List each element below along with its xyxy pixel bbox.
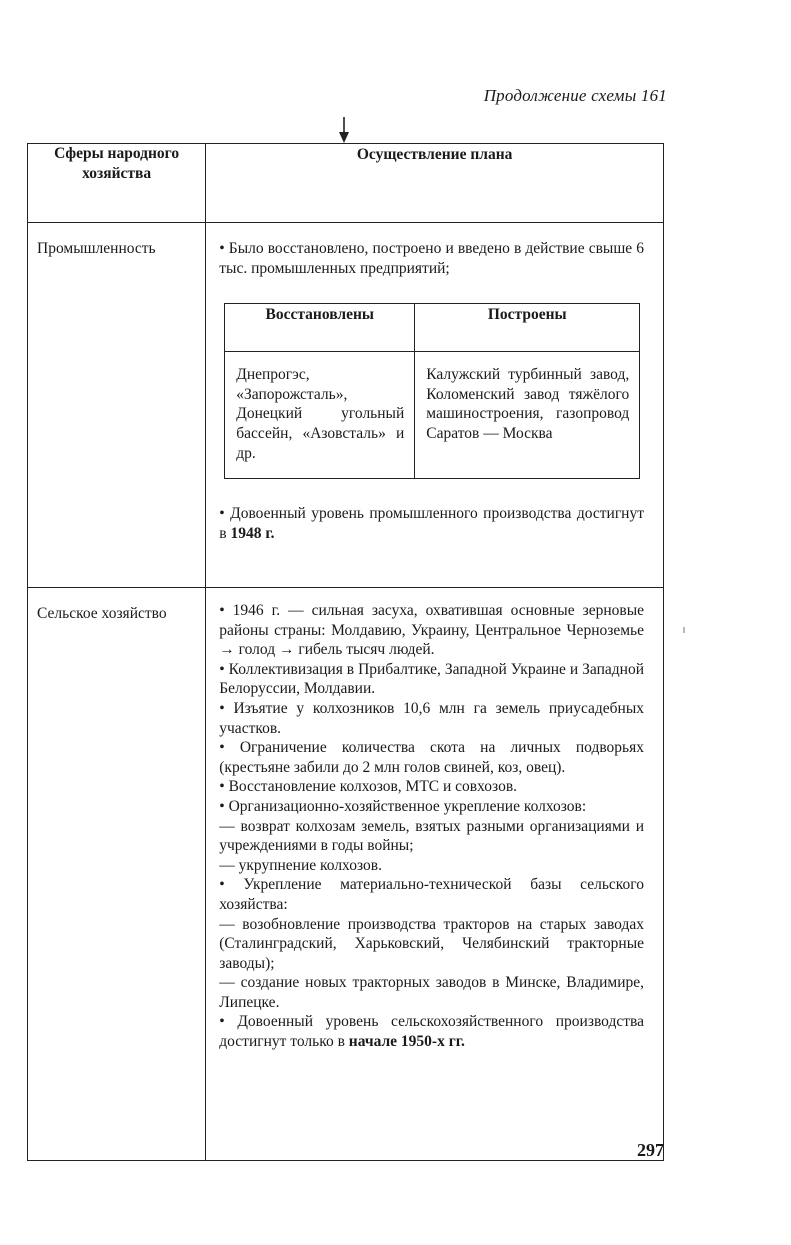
header-sphere: Сферы народного хозяйства: [28, 144, 206, 223]
agriculture-line: — возобновление производства тракторов на старых заводах (Сталинградский, Харьковский, Челябинский тракторные заводы);: [219, 915, 644, 972]
agriculture-line: • Коллективизация в Прибалтике, Западной Украине и Западной Белоруссии, Молдавии.: [219, 660, 644, 698]
inner-header-built: Построены: [415, 304, 640, 352]
industry-inner-table: [224, 303, 640, 479]
sphere-agriculture: Сельское хозяйство: [28, 588, 206, 1161]
agriculture-line: — создание новых тракторных заводов в Минске, Владимире, Липецке.: [219, 974, 644, 1011]
agriculture-content: [206, 588, 664, 1161]
table-header-row: [28, 144, 664, 223]
inner-cell-built: Калужский турбинный завод, Коломенский завод тяжёлого машиностроения, газопровод Саратов — Москва: [415, 352, 640, 479]
agriculture-line: — возврат колхозам земель, взятых разными организациями и учреждениями в годы войны;: [219, 817, 644, 855]
plan-table: [27, 143, 664, 1161]
arrow-down-icon: [334, 117, 354, 145]
agriculture-line: • Организационно-хозяйственное укрепление колхозов:: [219, 797, 587, 815]
sphere-industry: Промышленность: [28, 223, 206, 588]
industry-bullet-1: • Было восстановлено, построено и введено в действие свыше 6 тыс. промышленных предприятий;: [219, 240, 644, 277]
scan-mark: [683, 627, 685, 633]
agriculture-line: — укрупнение колхозов.: [219, 856, 382, 874]
table-row-agriculture: [28, 588, 664, 1161]
agriculture-line: • Изъятие у колхозников 10,6 млн га земель приусадебных участков.: [219, 699, 644, 737]
industry-bullet-2: • Довоенный уровень промышленного производства достигнут в 1948 г.: [219, 505, 644, 542]
page-number: 297: [637, 1140, 664, 1160]
agriculture-line: • 1946 г. — сильная засуха, охватившая основные зерновые районы страны: Молдавию, Украину, Центральное Черноземье → голод → гибель тысяч людей.: [219, 602, 644, 659]
inner-cell-restored: Днепрогэс, «Запорожсталь», Донецкий угольный бассейн, «Азовсталь» и др.: [225, 352, 415, 479]
agriculture-line: • Восстановление колхозов, МТС и совхозов.: [219, 778, 518, 796]
scheme-caption: Продолжение схемы 161: [483, 86, 667, 105]
industry-content: [206, 223, 664, 588]
inner-header-restored: Восстановлены: [225, 304, 415, 352]
table-row-industry: [28, 223, 664, 588]
agriculture-line: • Ограничение количества скота на личных подворьях (крестьяне забили до 2 млн голов свиней, коз, овец).: [219, 739, 644, 776]
agriculture-line: • Укрепление материально-технической базы сельского хозяйства:: [219, 876, 644, 913]
agriculture-line-last: • Довоенный уровень сельскохозяйственного производства достигнут только в начале 1950-х гг.: [219, 1013, 644, 1051]
header-implementation: Осуществление плана: [206, 144, 664, 223]
